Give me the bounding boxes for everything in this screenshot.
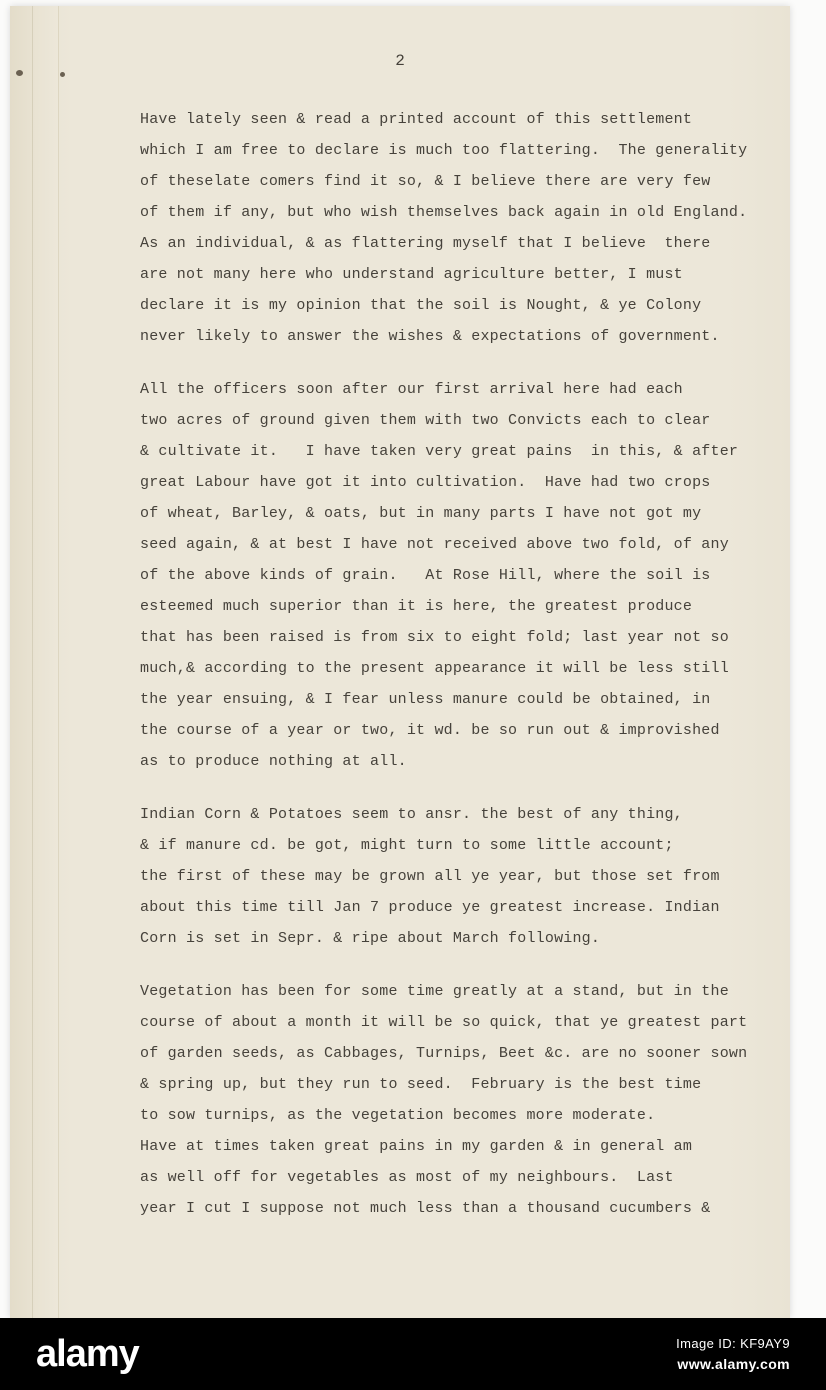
footer-meta xyxy=(676,1336,790,1372)
text-line: Corn is set in Sepr. & ripe about March following. xyxy=(140,930,601,947)
page-fold-line xyxy=(32,6,33,1318)
text-line: Have lately seen & read a printed account of this settlement xyxy=(140,111,693,128)
text-line: the first of these may be grown all ye year, but those set from xyxy=(140,868,720,885)
alamy-url: www.alamy.com xyxy=(677,1356,790,1372)
alamy-watermark-bar xyxy=(0,1318,826,1390)
text-line: As an individual, & as flattering myself that I believe there xyxy=(140,235,711,252)
text-line: two acres of ground given them with two Convicts each to clear xyxy=(140,412,711,429)
letter-body xyxy=(140,104,776,1246)
text-line: to sow turnips, as the vegetation becomes more moderate. xyxy=(140,1107,656,1124)
text-line: the course of a year or two, it wd. be so run out & improvished xyxy=(140,722,720,739)
text-line: Vegetation has been for some time greatly at a stand, but in the xyxy=(140,983,729,1000)
text-line: of wheat, Barley, & oats, but in many parts I have not got my xyxy=(140,505,702,522)
text-line: of the above kinds of grain. At Rose Hill, where the soil is xyxy=(140,567,711,584)
image-id xyxy=(676,1336,790,1351)
text-line: great Labour have got it into cultivation. Have had two crops xyxy=(140,474,711,491)
text-line: that has been raised is from six to eight fold; last year not so xyxy=(140,629,729,646)
paper-speck xyxy=(16,70,23,76)
text-line: esteemed much superior than it is here, the greatest produce xyxy=(140,598,693,615)
text-line: declare it is my opinion that the soil is Nought, & ye Colony xyxy=(140,297,702,314)
alamy-logo: alamy xyxy=(36,1333,139,1375)
text-line: & spring up, but they run to seed. February is the best time xyxy=(140,1076,702,1093)
text-line: seed again, & at best I have not received above two fold, of any xyxy=(140,536,729,553)
text-line: which I am free to declare is much too flattering. The generality xyxy=(140,142,748,159)
text-line: of garden seeds, as Cabbages, Turnips, Beet &c. are no sooner sown xyxy=(140,1045,748,1062)
text-line: as well off for vegetables as most of my neighbours. Last xyxy=(140,1169,674,1186)
paragraph xyxy=(140,799,776,954)
text-line: year I cut I suppose not much less than a thousand cucumbers & xyxy=(140,1200,711,1217)
text-line: the year ensuing, & I fear unless manure could be obtained, in xyxy=(140,691,711,708)
paragraph xyxy=(140,374,776,777)
page-left-edge xyxy=(10,6,59,1318)
text-line: Indian Corn & Potatoes seem to ansr. the best of any thing, xyxy=(140,806,683,823)
letter-page xyxy=(10,6,790,1318)
image-id-value: KF9AY9 xyxy=(740,1336,790,1351)
text-line: Have at times taken great pains in my garden & in general am xyxy=(140,1138,693,1155)
paper-speck xyxy=(60,72,65,77)
text-line: of theselate comers find it so, & I believe there are very few xyxy=(140,173,711,190)
text-line: of them if any, but who wish themselves back again in old England. xyxy=(140,204,748,221)
paragraph xyxy=(140,104,776,352)
image-id-label: Image ID: xyxy=(676,1336,737,1351)
text-line: are not many here who understand agriculture better, I must xyxy=(140,266,683,283)
text-line: never likely to answer the wishes & expectations of government. xyxy=(140,328,720,345)
page-number: 2 xyxy=(395,52,405,70)
paragraph xyxy=(140,976,776,1224)
text-line: much,& according to the present appearance it will be less still xyxy=(140,660,729,677)
text-line: about this time till Jan 7 produce ye greatest increase. Indian xyxy=(140,899,720,916)
text-line: & if manure cd. be got, might turn to some little account; xyxy=(140,837,674,854)
text-line: & cultivate it. I have taken very great pains in this, & after xyxy=(140,443,739,460)
text-line: as to produce nothing at all. xyxy=(140,753,407,770)
text-line: course of about a month it will be so quick, that ye greatest part xyxy=(140,1014,748,1031)
text-line: All the officers soon after our first arrival here had each xyxy=(140,381,683,398)
